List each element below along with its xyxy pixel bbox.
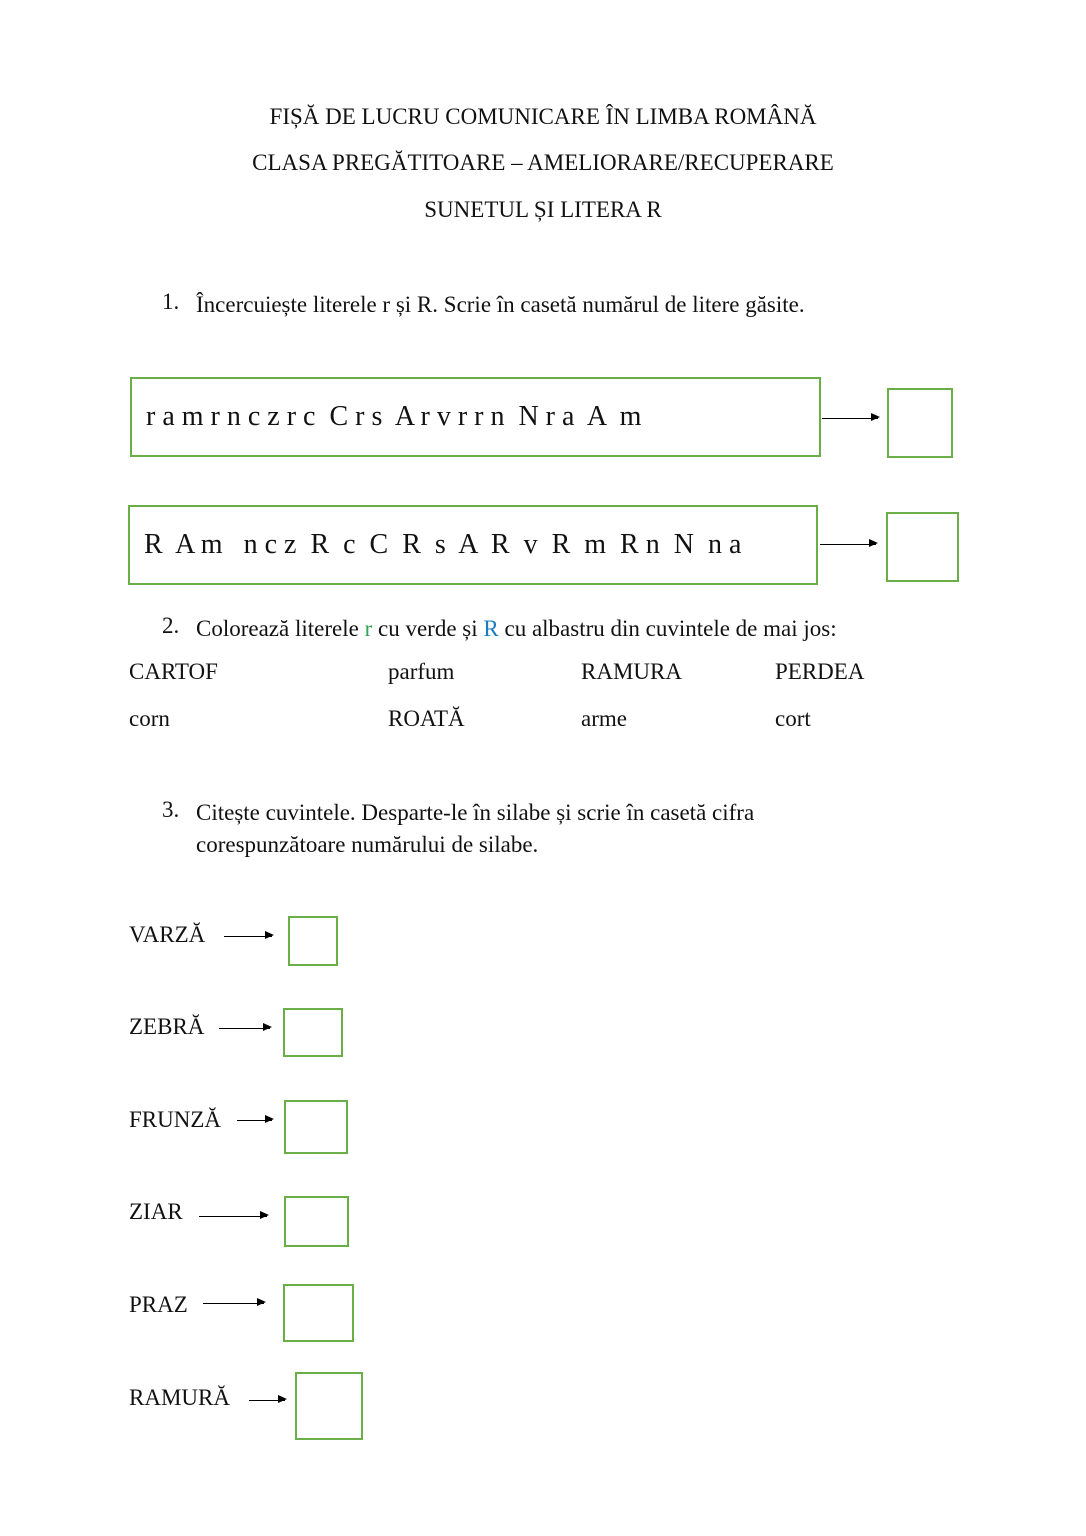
task-2-number: 2. — [162, 613, 180, 638]
arrow-zebra — [219, 1028, 270, 1029]
task-3-line-2: corespunzătoare numărului de silabe. — [196, 832, 539, 857]
letter-row-1-box — [130, 377, 821, 457]
syllable-box-ziar[interactable] — [284, 1196, 349, 1247]
arrow-ziar — [199, 1216, 267, 1217]
word-perdea[interactable]: PERDEA — [775, 659, 865, 684]
arrow-row-1 — [822, 418, 878, 419]
syllable-box-zebra[interactable] — [283, 1008, 343, 1057]
title-line-1: FIȘĂ DE LUCRU COMUNICARE ÎN LIMBA ROMÂNĂ — [269, 104, 817, 129]
answer-box-row-2[interactable] — [886, 512, 959, 582]
syllable-box-frunza[interactable] — [284, 1100, 348, 1154]
task-1-instruction — [162, 289, 1042, 323]
word-arme[interactable]: arme — [581, 706, 627, 731]
syllable-word-varza: VARZĂ — [129, 922, 206, 947]
title-line-2: CLASA PREGĂTITOARE – AMELIORARE/RECUPERARE — [252, 150, 834, 175]
task-2-text-a: Colorează literele — [196, 616, 365, 641]
task-3-text — [196, 797, 754, 861]
word-corn[interactable]: corn — [129, 706, 170, 731]
syllable-word-ramura: RAMURĂ — [129, 1385, 230, 1410]
blue-letter-R: R — [483, 616, 499, 641]
word-roata[interactable]: ROATĂ — [388, 706, 465, 731]
green-letter-r: r — [364, 616, 373, 641]
arrow-frunza — [237, 1120, 272, 1121]
letter-row-2: R A m n c z R c C R s A R v R m R n N n a — [144, 529, 742, 560]
syllable-word-praz: PRAZ — [129, 1292, 188, 1317]
answer-box-row-1[interactable] — [887, 388, 953, 458]
syllable-word-ziar: ZIAR — [129, 1199, 183, 1224]
syllable-box-varza[interactable] — [288, 916, 338, 966]
task-3-number: 3. — [162, 797, 180, 822]
word-parfum[interactable]: parfum — [388, 659, 455, 684]
word-ramura[interactable]: RAMURA — [581, 659, 682, 684]
syllable-box-ramura[interactable] — [295, 1372, 363, 1440]
arrow-varza — [224, 936, 272, 937]
word-cartof[interactable]: CARTOF — [129, 659, 218, 684]
word-cort[interactable]: cort — [775, 706, 811, 731]
task-3-instruction — [162, 797, 1042, 867]
task-2-text — [196, 613, 837, 645]
task-1-text: Încercuiește literele r și R. Scrie în casetă numărul de litere găsite. — [196, 292, 805, 317]
arrow-row-2 — [820, 544, 876, 545]
arrow-ramura — [249, 1400, 285, 1401]
task-2-text-b: cu verde și — [372, 616, 484, 641]
task-3-line-1: Citește cuvintele. Desparte-le în silabe și scrie în casetă cifra — [196, 800, 755, 825]
task-1-number: 1. — [162, 289, 180, 314]
arrow-praz — [203, 1303, 264, 1304]
syllable-word-frunza: FRUNZĂ — [129, 1107, 222, 1132]
syllable-word-zebra: ZEBRĂ — [129, 1014, 205, 1039]
letter-row-2-box — [128, 505, 818, 585]
task-2-text-c: cu albastru din cuvintele de mai jos: — [498, 616, 837, 641]
letter-row-1: r a m r n c z r c C r s A r v r r n N r a A m — [146, 401, 642, 432]
syllable-box-praz[interactable] — [283, 1284, 354, 1342]
task-2-instruction — [162, 613, 1062, 647]
title-line-3: SUNETUL ȘI LITERA R — [424, 197, 662, 222]
